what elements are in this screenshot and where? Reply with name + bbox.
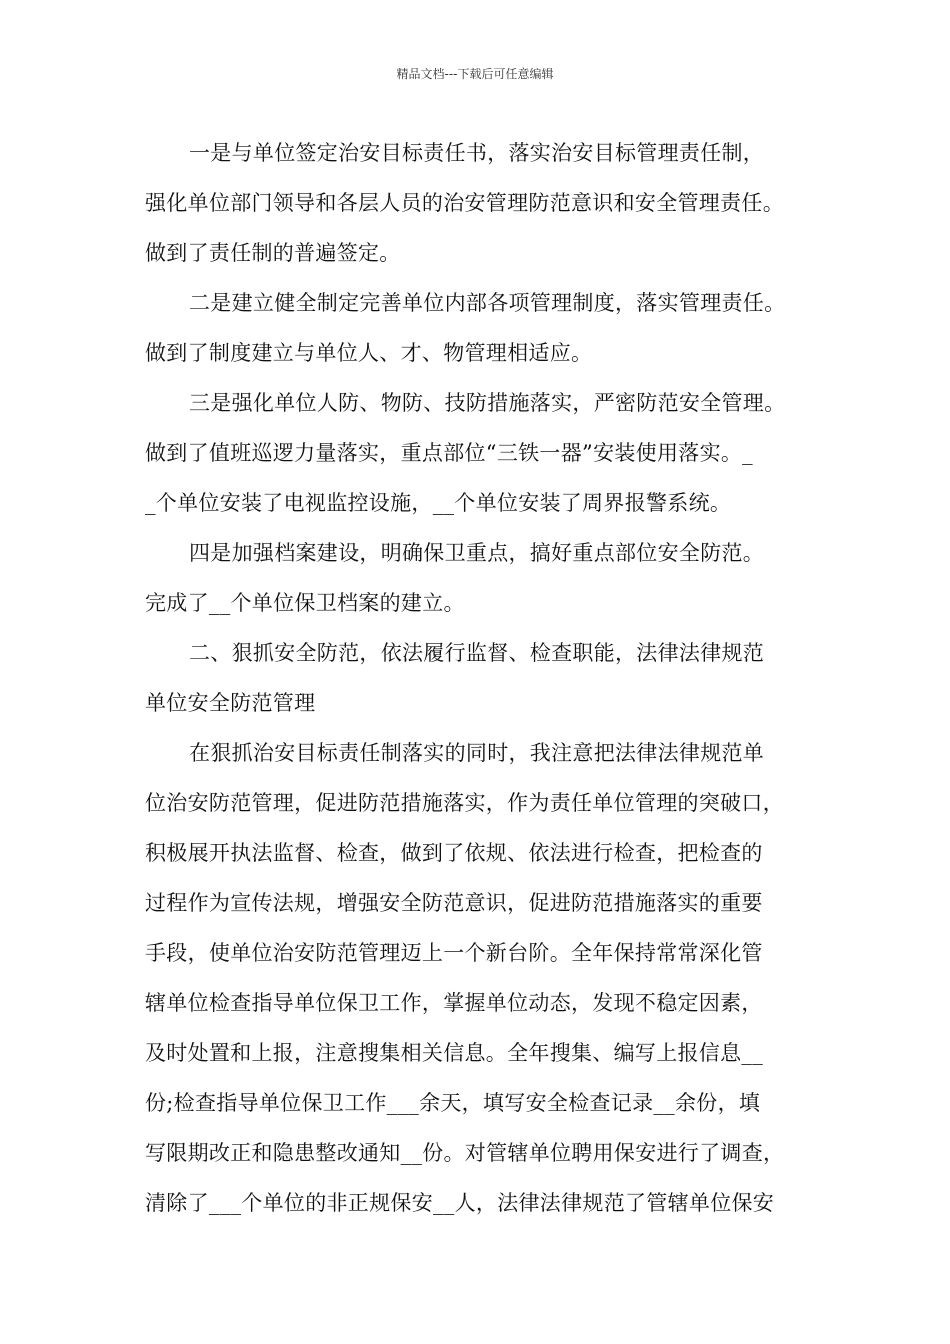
text-line: 在狠抓治安目标责任制落实的同时，我注意把法律法律规范单	[189, 741, 765, 765]
text-line: 二是建立健全制定完善单位内部各项管理制度，落实管理责任。	[189, 291, 786, 315]
text-line: 积极展开执法监督、检查，做到了依规、依法进行检查，把检查的	[145, 841, 763, 865]
document-body	[145, 128, 810, 1228]
text-line: 做到了制度建立与单位人、才、物管理相适应。	[145, 341, 593, 365]
text-line: 手段，使单位治安防范管理迈上一个新台阶。全年保持常常深化管	[145, 941, 763, 965]
section-heading-line: 二、狠抓安全防范，依法履行监督、检查职能，法律法律规范	[189, 641, 765, 665]
text-line: 一是与单位签定治安目标责任书，落实治安目标管理责任制，	[189, 141, 765, 165]
text-line: 过程作为宣传法规，增强安全防范意识，促进防范措施落实的重要	[145, 891, 763, 915]
text-line: _个单位安装了电视监控设施，__个单位安装了周界报警系统。	[145, 491, 732, 515]
section-heading-line: 单位安全防范管理	[145, 691, 316, 715]
text-line: 清除了___个单位的非正规保安__人，法律法律规范了管辖单位保安	[145, 1191, 775, 1215]
text-line: 完成了__个单位保卫档案的建立。	[145, 591, 465, 615]
text-line: 四是加强档案建设，明确保卫重点，搞好重点部位安全防范。	[189, 541, 765, 565]
text-line: 辖单位检查指导单位保卫工作，掌握单位动态，发现不稳定因素，	[145, 991, 763, 1015]
page-header: 精品文档---下载后可任意编辑	[396, 67, 554, 81]
text-line: 强化单位部门领导和各层人员的治安管理防范意识和安全管理责任。	[145, 191, 784, 215]
text-line: 写限期改正和隐患整改通知__份。对管辖单位聘用保安进行了调查，	[145, 1141, 785, 1165]
text-line: 三是强化单位人防、物防、技防措施落实，严密防范安全管理。	[189, 391, 786, 415]
text-line: 位治安防范管理，促进防范措施落实，作为责任单位管理的突破口，	[145, 791, 784, 815]
text-line: 做到了责任制的普遍签定。	[145, 241, 401, 265]
text-line: 做到了值班巡逻力量落实，重点部位“三铁一器”安装使用落实。_	[145, 441, 753, 465]
text-line: 及时处置和上报，注意搜集相关信息。全年搜集、编写上报信息__	[145, 1041, 763, 1065]
text-line: 份;检查指导单位保卫工作___余天，填写安全检查记录__余份，填	[145, 1091, 761, 1115]
